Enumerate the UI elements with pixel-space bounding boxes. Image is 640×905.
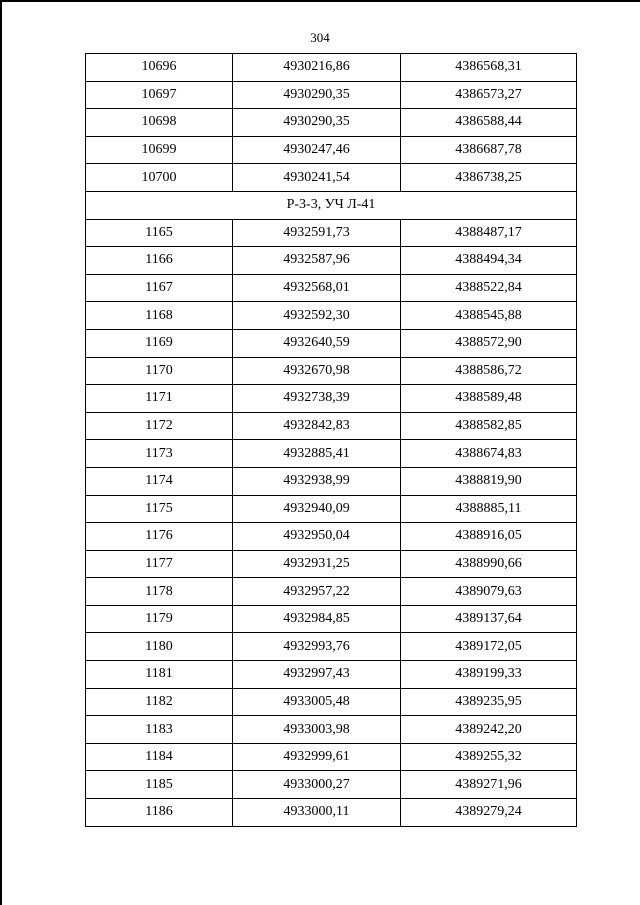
table-row bbox=[86, 329, 577, 357]
y-coordinate-cell: 4389279,24 bbox=[401, 799, 577, 827]
point-number-cell: 1181 bbox=[86, 661, 233, 689]
x-coordinate-cell: 4930290,35 bbox=[233, 109, 401, 137]
y-coordinate-cell: 4388522,84 bbox=[401, 274, 577, 302]
y-coordinate-cell: 4389271,96 bbox=[401, 771, 577, 799]
point-number-cell: 1170 bbox=[86, 357, 233, 385]
x-coordinate-cell: 4932885,41 bbox=[233, 440, 401, 468]
table-row bbox=[86, 357, 577, 385]
x-coordinate-cell: 4932999,61 bbox=[233, 743, 401, 771]
x-coordinate-cell: 4932984,85 bbox=[233, 605, 401, 633]
y-coordinate-cell: 4386573,27 bbox=[401, 81, 577, 109]
x-coordinate-cell: 4932738,39 bbox=[233, 385, 401, 413]
x-coordinate-cell: 4930290,35 bbox=[233, 81, 401, 109]
x-coordinate-cell: 4932591,73 bbox=[233, 219, 401, 247]
table-row bbox=[86, 274, 577, 302]
point-number-cell: 10698 bbox=[86, 109, 233, 137]
y-coordinate-cell: 4386687,78 bbox=[401, 136, 577, 164]
y-coordinate-cell: 4388572,90 bbox=[401, 329, 577, 357]
y-coordinate-cell: 4389079,63 bbox=[401, 578, 577, 606]
x-coordinate-cell: 4932957,22 bbox=[233, 578, 401, 606]
x-coordinate-cell: 4932950,04 bbox=[233, 523, 401, 551]
x-coordinate-cell: 4932592,30 bbox=[233, 302, 401, 330]
table-row bbox=[86, 302, 577, 330]
table-row bbox=[86, 495, 577, 523]
table-row bbox=[86, 771, 577, 799]
y-coordinate-cell: 4388885,11 bbox=[401, 495, 577, 523]
y-coordinate-cell: 4388494,34 bbox=[401, 247, 577, 275]
x-coordinate-cell: 4932670,98 bbox=[233, 357, 401, 385]
table-body-top bbox=[86, 54, 577, 192]
table-row bbox=[86, 523, 577, 551]
table-row bbox=[86, 716, 577, 744]
point-number-cell: 1180 bbox=[86, 633, 233, 661]
point-number-cell: 1176 bbox=[86, 523, 233, 551]
x-coordinate-cell: 4932931,25 bbox=[233, 550, 401, 578]
table-row bbox=[86, 164, 577, 192]
x-coordinate-cell: 4932993,76 bbox=[233, 633, 401, 661]
point-number-cell: 1173 bbox=[86, 440, 233, 468]
x-coordinate-cell: 4930216,86 bbox=[233, 54, 401, 82]
table-row bbox=[86, 219, 577, 247]
y-coordinate-cell: 4388819,90 bbox=[401, 467, 577, 495]
point-number-cell: 10699 bbox=[86, 136, 233, 164]
y-coordinate-cell: 4389137,64 bbox=[401, 605, 577, 633]
point-number-cell: 1172 bbox=[86, 412, 233, 440]
table-row bbox=[86, 109, 577, 137]
y-coordinate-cell: 4389199,33 bbox=[401, 661, 577, 689]
point-number-cell: 10696 bbox=[86, 54, 233, 82]
y-coordinate-cell: 4388582,85 bbox=[401, 412, 577, 440]
table-row bbox=[86, 54, 577, 82]
x-coordinate-cell: 4932842,83 bbox=[233, 412, 401, 440]
table-row bbox=[86, 550, 577, 578]
y-coordinate-cell: 4386568,31 bbox=[401, 54, 577, 82]
point-number-cell: 1186 bbox=[86, 799, 233, 827]
table-row bbox=[86, 467, 577, 495]
section-header-row bbox=[86, 191, 577, 219]
x-coordinate-cell: 4932587,96 bbox=[233, 247, 401, 275]
point-number-cell: 1171 bbox=[86, 385, 233, 413]
y-coordinate-cell: 4388586,72 bbox=[401, 357, 577, 385]
x-coordinate-cell: 4932568,01 bbox=[233, 274, 401, 302]
table-row bbox=[86, 385, 577, 413]
table-row bbox=[86, 412, 577, 440]
table-row bbox=[86, 688, 577, 716]
table-row bbox=[86, 605, 577, 633]
table-row bbox=[86, 633, 577, 661]
y-coordinate-cell: 4388990,66 bbox=[401, 550, 577, 578]
point-number-cell: 1182 bbox=[86, 688, 233, 716]
page-left-border bbox=[0, 0, 2, 905]
x-coordinate-cell: 4932640,59 bbox=[233, 329, 401, 357]
x-coordinate-cell: 4933000,27 bbox=[233, 771, 401, 799]
page-top-border bbox=[0, 0, 640, 2]
point-number-cell: 10697 bbox=[86, 81, 233, 109]
y-coordinate-cell: 4388916,05 bbox=[401, 523, 577, 551]
y-coordinate-cell: 4389235,95 bbox=[401, 688, 577, 716]
y-coordinate-cell: 4388487,17 bbox=[401, 219, 577, 247]
table-row bbox=[86, 81, 577, 109]
y-coordinate-cell: 4388589,48 bbox=[401, 385, 577, 413]
coordinates-table bbox=[85, 53, 577, 827]
table-row bbox=[86, 743, 577, 771]
table-row bbox=[86, 440, 577, 468]
x-coordinate-cell: 4933005,48 bbox=[233, 688, 401, 716]
x-coordinate-cell: 4932938,99 bbox=[233, 467, 401, 495]
table-row bbox=[86, 799, 577, 827]
x-coordinate-cell: 4933000,11 bbox=[233, 799, 401, 827]
point-number-cell: 1175 bbox=[86, 495, 233, 523]
point-number-cell: 1167 bbox=[86, 274, 233, 302]
point-number-cell: 1174 bbox=[86, 467, 233, 495]
y-coordinate-cell: 4388674,83 bbox=[401, 440, 577, 468]
point-number-cell: 1177 bbox=[86, 550, 233, 578]
point-number-cell: 10700 bbox=[86, 164, 233, 192]
point-number-cell: 1165 bbox=[86, 219, 233, 247]
table-row bbox=[86, 136, 577, 164]
x-coordinate-cell: 4932940,09 bbox=[233, 495, 401, 523]
page-number: 304 bbox=[310, 30, 330, 45]
y-coordinate-cell: 4388545,88 bbox=[401, 302, 577, 330]
point-number-cell: 1169 bbox=[86, 329, 233, 357]
x-coordinate-cell: 4930247,46 bbox=[233, 136, 401, 164]
point-number-cell: 1179 bbox=[86, 605, 233, 633]
table-row bbox=[86, 247, 577, 275]
table-row bbox=[86, 578, 577, 606]
section-header: Р-3-3, УЧ Л-41 bbox=[86, 191, 577, 219]
point-number-cell: 1183 bbox=[86, 716, 233, 744]
table-section bbox=[86, 191, 577, 219]
y-coordinate-cell: 4389242,20 bbox=[401, 716, 577, 744]
y-coordinate-cell: 4389255,32 bbox=[401, 743, 577, 771]
y-coordinate-cell: 4386588,44 bbox=[401, 109, 577, 137]
x-coordinate-cell: 4930241,54 bbox=[233, 164, 401, 192]
table-row bbox=[86, 661, 577, 689]
point-number-cell: 1185 bbox=[86, 771, 233, 799]
point-number-cell: 1184 bbox=[86, 743, 233, 771]
table-body-bottom bbox=[86, 219, 577, 826]
point-number-cell: 1168 bbox=[86, 302, 233, 330]
x-coordinate-cell: 4932997,43 bbox=[233, 661, 401, 689]
x-coordinate-cell: 4933003,98 bbox=[233, 716, 401, 744]
y-coordinate-cell: 4389172,05 bbox=[401, 633, 577, 661]
point-number-cell: 1178 bbox=[86, 578, 233, 606]
point-number-cell: 1166 bbox=[86, 247, 233, 275]
y-coordinate-cell: 4386738,25 bbox=[401, 164, 577, 192]
